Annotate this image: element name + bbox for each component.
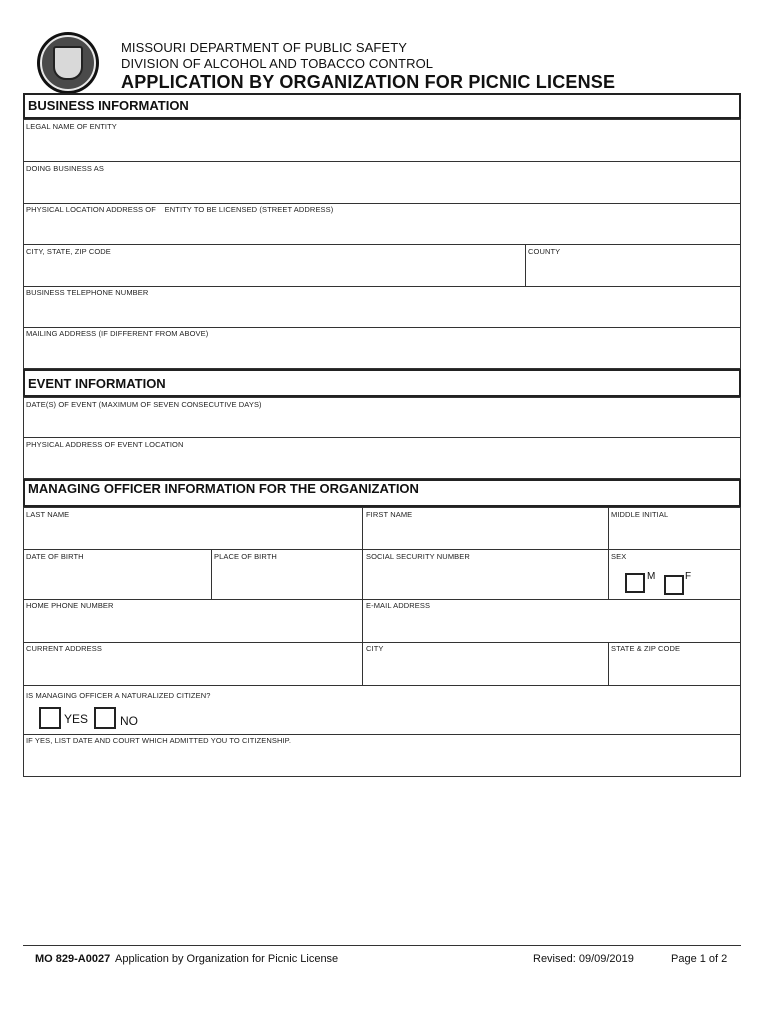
pob-label: PLACE OF BIRTH	[214, 552, 277, 561]
county-field[interactable]	[527, 257, 739, 285]
middle-initial-field[interactable]	[610, 520, 739, 548]
citizenship-field[interactable]	[24, 746, 740, 775]
division-name: DIVISION OF ALCOHOL AND TOBACCO CONTROL	[121, 56, 434, 71]
naturalized-no-checkbox[interactable]	[94, 707, 116, 729]
email-label: E-MAIL ADDRESS	[366, 601, 431, 610]
city-label: CITY	[366, 644, 384, 653]
state-zip-label: STATE & ZIP CODE	[611, 644, 681, 653]
state-zip-field[interactable]	[610, 654, 739, 684]
form-title: APPLICATION BY ORGANIZATION FOR PICNIC LICENSE	[121, 72, 616, 92]
sex-f-checkbox[interactable]	[664, 575, 684, 595]
middle-initial-label: MIDDLE INITIAL	[611, 510, 669, 519]
city-state-zip-label: CITY, STATE, ZIP CODE	[26, 247, 111, 256]
last-name-field[interactable]	[24, 520, 361, 548]
business-phone-label: BUSINESS TELEPHONE NUMBER	[26, 288, 149, 297]
naturalized-no-label: NO	[120, 714, 138, 728]
city-field[interactable]	[364, 654, 607, 684]
event-dates-label: DATE(S) OF EVENT (MAXIMUM OF SEVEN CONSECUTIVE DAYS)	[26, 400, 262, 409]
current-address-field[interactable]	[24, 654, 361, 684]
pob-field[interactable]	[213, 562, 361, 598]
missouri-seal-logo	[37, 32, 99, 94]
footer-divider	[23, 945, 741, 946]
city-state-zip-field[interactable]	[24, 257, 524, 285]
business-phone-field[interactable]	[24, 298, 740, 326]
sex-m-label: M	[647, 571, 656, 582]
officer-section-heading: MANAGING OFFICER INFORMATION FOR THE ORGANIZATION	[23, 479, 741, 507]
event-address-label: PHYSICAL ADDRESS OF EVENT LOCATION	[26, 440, 184, 449]
physical-address-field[interactable]	[24, 215, 740, 243]
form-code: MO 829-A0027	[35, 953, 111, 965]
first-name-label: FIRST NAME	[366, 510, 413, 519]
ssn-label: SOCIAL SECURITY NUMBER	[366, 552, 470, 561]
legal-name-label: LEGAL NAME OF ENTITY	[26, 122, 117, 131]
county-label: COUNTY	[528, 247, 561, 256]
current-address-label: CURRENT ADDRESS	[26, 644, 102, 653]
event-address-field[interactable]	[24, 450, 740, 477]
ssn-field[interactable]	[364, 562, 607, 598]
citizenship-note-label: IF YES, LIST DATE AND COURT WHICH ADMITTED YOU TO CITIZENSHIP.	[26, 736, 291, 745]
sex-m-checkbox[interactable]	[625, 573, 645, 593]
footer-form-title: Application by Organization for Picnic License	[115, 953, 339, 965]
revised-date: Revised: 09/09/2019	[533, 953, 634, 965]
dba-label: DOING BUSINESS AS	[26, 164, 104, 173]
naturalized-yes-label: YES	[64, 712, 89, 726]
sex-label: SEX	[611, 552, 627, 561]
mailing-address-field[interactable]	[24, 339, 740, 367]
naturalized-yes-checkbox[interactable]	[39, 707, 61, 729]
business-section-heading: BUSINESS INFORMATION	[23, 93, 741, 119]
email-field[interactable]	[364, 611, 739, 641]
legal-name-field[interactable]	[24, 132, 740, 160]
dob-field[interactable]	[24, 562, 210, 598]
mailing-address-label: MAILING ADDRESS (IF DIFFERENT FROM ABOVE)	[26, 329, 209, 338]
first-name-field[interactable]	[364, 520, 607, 548]
naturalized-question-label: IS MANAGING OFFICER A NATURALIZED CITIZEN?	[26, 691, 211, 700]
shield-icon	[53, 46, 83, 80]
dob-label: DATE OF BIRTH	[26, 552, 84, 561]
event-section-heading: EVENT INFORMATION	[23, 369, 741, 397]
page-number: Page 1 of 2	[671, 953, 728, 965]
event-dates-field[interactable]	[24, 410, 740, 436]
home-phone-label: HOME PHONE NUMBER	[26, 601, 114, 610]
home-phone-field[interactable]	[24, 611, 361, 641]
dba-field[interactable]	[24, 174, 740, 202]
physical-address-label: PHYSICAL LOCATION ADDRESS OF ENTITY TO BE LICENSED (STREET ADDRESS)	[26, 205, 334, 214]
sex-f-label: F	[685, 571, 692, 582]
department-name: MISSOURI DEPARTMENT OF PUBLIC SAFETY	[121, 40, 408, 55]
last-name-label: LAST NAME	[26, 510, 70, 519]
